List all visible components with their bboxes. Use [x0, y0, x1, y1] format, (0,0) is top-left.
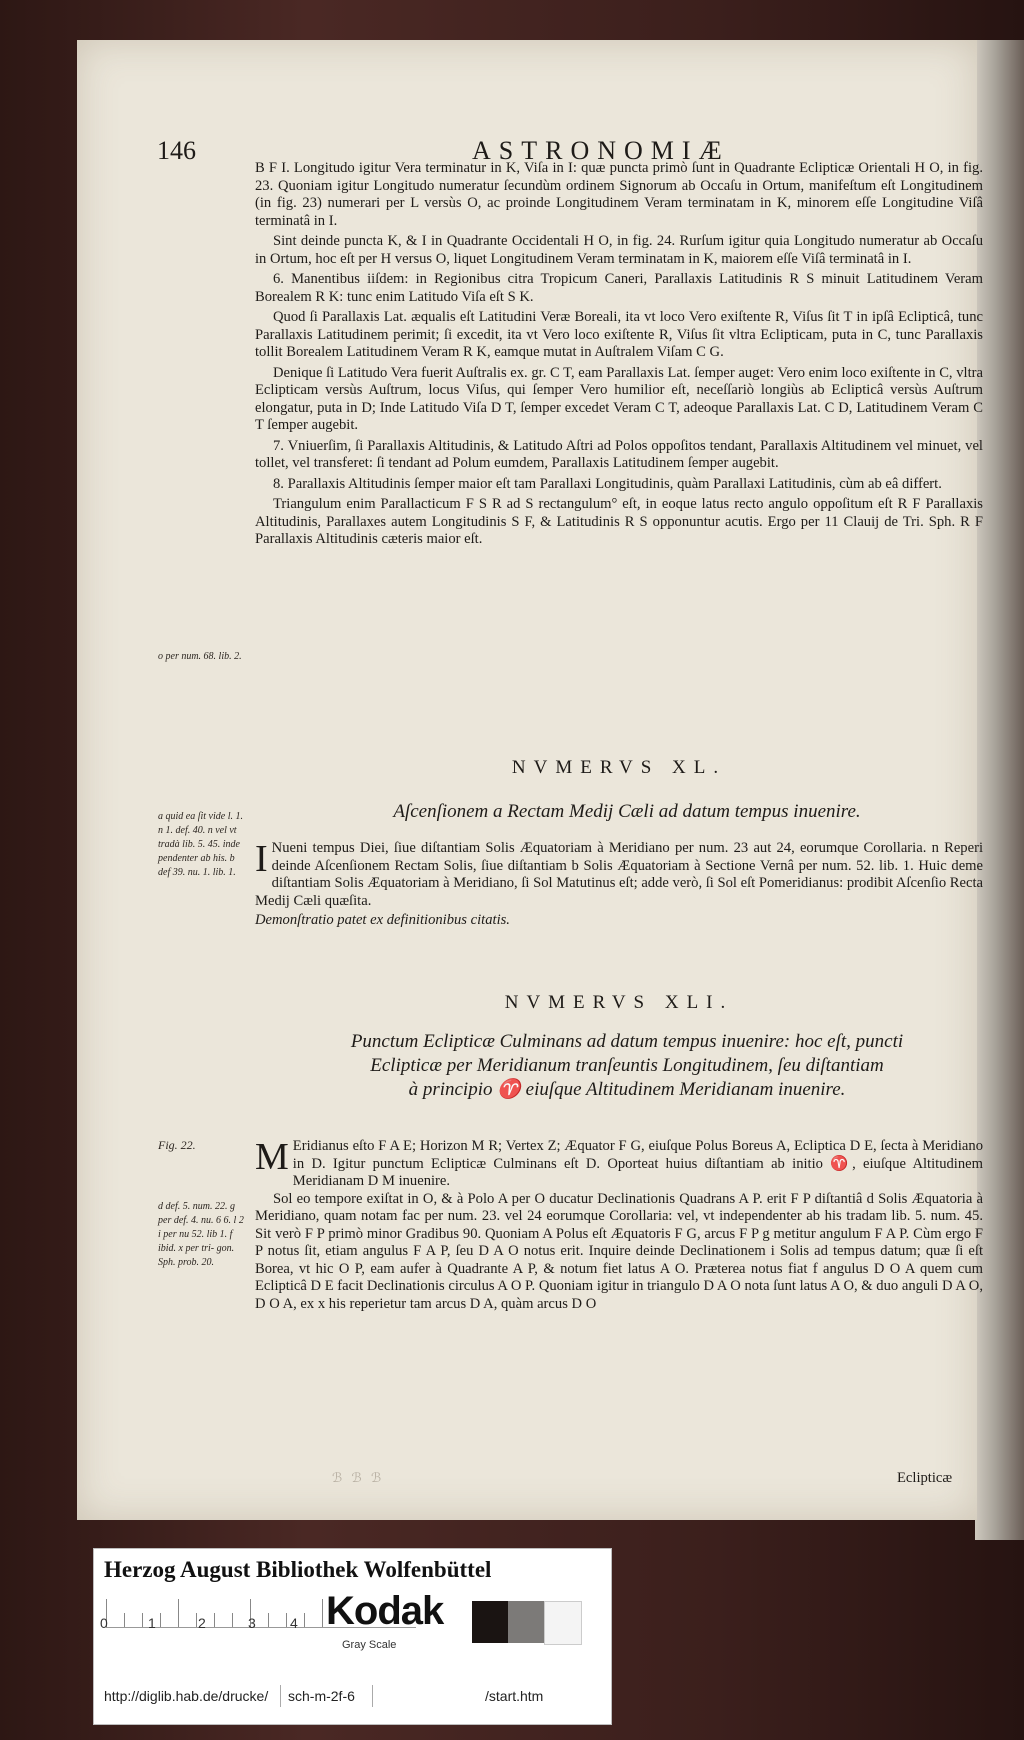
gray-patch-black	[472, 1601, 508, 1643]
kodak-logo: Kodak	[326, 1589, 444, 1633]
scale-number: 0	[100, 1615, 108, 1631]
ruler-tick	[268, 1613, 269, 1627]
ruler-tick	[160, 1613, 161, 1627]
ruler-tick	[232, 1613, 233, 1627]
signature-mark: ℬ ℬ ℬ	[332, 1470, 385, 1485]
start-link[interactable]: /start.htm	[485, 1688, 544, 1704]
book-page	[77, 40, 984, 1520]
ruler-tick	[196, 1613, 197, 1627]
gray-scale-label: Gray Scale	[342, 1639, 397, 1651]
margin-note-o: o per num. 68. lib. 2.	[158, 651, 242, 662]
ruler-tick	[142, 1613, 143, 1627]
ruler-tick	[214, 1613, 215, 1627]
ruler-tick	[286, 1613, 287, 1627]
ruler-tick	[178, 1599, 179, 1627]
ruler-tick	[322, 1599, 323, 1627]
paragraph: Sint deinde puncta K, & I in Quadrante Occidentali H O, in fig. 24. Rurſum igitur quia Longitudo numeratur ab Occaſu in Ortum, hoc eſt per H versus O, liquet Longitudinem Veram terminatam in K, maiorem eſſe Viſâ terminatâ in I.	[255, 233, 983, 267]
gray-patch-light	[544, 1601, 582, 1645]
shelfmark: sch-m-2f-6	[288, 1688, 355, 1704]
paragraph: Eridianus eſto F A E; Horizon M R; Vertex Z; Æquator F G, eiuſque Polus Boreus A, Ecliptica D E, ſecta à Meridiano in D. Igitur punctum Eclipticæ Culminans eſt D. Oporteat huius diſtantiam ab initio ♈, eiuſque Altitudinem Meridianam D M inuenire.	[292, 1138, 983, 1189]
paragraph: 6. Manentibus iiſdem: in Regionibus citra Tropicum Caneri, Parallaxis Latitudinis R S minuit Latitudinem Veram Borealem R K: tunc enim Latitudo Viſa eſt S K.	[255, 271, 983, 305]
proposition-40: Aſcenſionem a Rectam Medij Cæli ad datum tempus inuenire.	[393, 801, 861, 822]
gray-patch-dark	[508, 1601, 544, 1643]
running-title: ASTRONOMIÆ	[472, 136, 730, 165]
proposition-41	[287, 1030, 967, 1102]
dropcap-m: M	[255, 1136, 289, 1178]
divider	[280, 1685, 281, 1707]
text-block-40	[255, 840, 983, 930]
paragraph: 8. Parallaxis Altitudinis ſemper maior eſt tam Parallaxi Longitudinis, quàm Parallaxi Latitudinis, cùm ab eâ differt.	[273, 475, 942, 492]
scale-number: 1	[148, 1615, 156, 1631]
catchword: Eclipticæ	[897, 1470, 953, 1486]
url-link[interactable]: http://diglib.hab.de/drucke/	[104, 1688, 269, 1704]
proposition-line: à principio ♈ eiuſque Altitudinem Meridianam inuenire.	[408, 1079, 846, 1100]
proposition-line: Eclipticæ per Meridianum tranſeuntis Longitudinem, ſeu diſtantiam	[370, 1055, 884, 1076]
margin-note-a: a quid ea ſit vide l. 1. n 1. def. 40. n vel vt tradà lib. 5. 45. inde pendenter ab his. b def 39. nu. 1. lib. 1.	[158, 811, 243, 878]
color-target-card	[93, 1548, 612, 1725]
scale-number: 2	[198, 1615, 206, 1631]
text-block-41	[255, 1138, 983, 1316]
demonstratio: Demonſtratio patet ex definitionibus citatis.	[255, 912, 510, 928]
scale-number: 4	[290, 1615, 298, 1631]
section-heading-41: NVMERVS XLI.	[504, 992, 734, 1013]
page-number: 146	[157, 136, 196, 165]
paragraph: 7. Vniuerſim, ſi Parallaxis Altitudinis, & Latitudo Aſtri ad Polos oppoſitos tendant, Parallaxis Altitudinem vel minuet, vel tollet, vel transferet: ſi tendant ad Polum eumdem, Parallaxis Latitudinem ſemper augebit.	[255, 437, 983, 471]
proposition-line: Punctum Eclipticæ Culminans ad datum tempus inuenire: hoc eſt, puncti	[350, 1031, 904, 1052]
paragraph: Sol eo tempore exiſtat in O, & à Polo A per O ducatur Declinationis Quadrans A P. erit F P diſtantiâ d Solis Æquatoria à Meridiano, quam notam fac per num. 23. vel 24 eorumque Corollaria: vel, vt independenter ab his tradam lib. 5. num. 45. Sit verò F P primò minor Gradibus 90. Quoniam A Polus eſt Æquatoris F G, arcus F P g metitur angulum F A P. Cùm ergo F P notus ſit, etiam angulus F A P, ſeu D A O notus erit. Inquire deinde Declinationem i Solis ad tempus datum; quæ ſi eſt Borea, vt hic O P, eam aufer à Quadrante A P, & notum fiet latus A O. Præterea notus fiat f angulus D O A quem cum Eclipticâ D E facit Declinationis circulus A O P. Quoniam igitur in triangulo D A O nota ſunt latus A O, & duo anguli D A O, D O A, ex x his reperietur tam arcus D A, quàm arcus D O	[255, 1190, 983, 1312]
section-heading-40: NVMERVS XL.	[511, 757, 727, 778]
ruler-tick	[124, 1613, 125, 1627]
dropcap-i: I	[255, 838, 268, 880]
text-block-top	[255, 160, 983, 552]
scale-number: 3	[248, 1615, 256, 1631]
paragraph: Denique ſi Latitudo Vera fuerit Auſtralis ex. gr. C T, eam Parallaxis Lat. ſemper auget: Vero enim loco exiſtente in C, vltra Eclipticam versùs Auſtrum, locus Viſus, qui ſemper Vero humilior eſt, neceſſariò longiùs ab Eclipticâ versùs Auſtrum elongatur, puta in D; Inde Latitudo Viſa D T, ſemper excedet Veram C T, adeoque Parallaxis Lat. C D, Latitudinem Veram C T ſemper augebit.	[255, 364, 983, 433]
paragraph: B F I. Longitudo igitur Vera terminatur in K, Viſa in I: quæ puncta primò ſunt in Quadrante Eclipticæ Orientali H O, in fig. 23. Quoniam igitur Longitudo numeratur ſecundùm ordinem Signorum ab Occaſu in Ortum, manifeſtum eſt Longitudinem (in fig. 23) numerari per L versùs O, ac proinde Longitudinem Veram terminatam in K, minorem eſſe Longitudine Viſâ terminatâ in I.	[255, 160, 983, 229]
divider	[372, 1685, 373, 1707]
paragraph: Nueni tempus Diei, ſiue diſtantiam Solis Æquatoriam à Meridiano per num. 23 aut 24, eorumque Corollaria. n Reperi deinde Aſcenſionem Rectam Solis, ſiue diſtantiam b Solis Æquatoriam à Sectione Vernâ per num. 52. lib. 1. Huic deme diſtantiam Solis Æquatoriam à Meridiano, ſi Sol Matutinus eſt; adde verò, ſi Sol eſt Pomeridianus: prodibit Aſcenſio Recta Medij Cæli quæſita.	[255, 840, 984, 909]
paragraph: Quod ſi Parallaxis Lat. æqualis eſt Latitudini Veræ Boreali, ita vt loco Vero exiſtente R, Viſus ſit T in ipſâ Eclipticâ, tunc Parallaxis Latitudinem perimit; ſi excedit, ita vt Vero loco exiſtente R, Viſus ſit vltra Eclipticam, puta in C, tunc Parallaxis tollit Borealem Latitudinem Veram R K, eamque mutat in Auſtralem Viſam C G.	[255, 309, 983, 360]
ruler-tick	[304, 1613, 305, 1627]
url-bar	[100, 1679, 603, 1713]
margin-note-d: d def. 5. num. 22. g per def. 4. nu. 6 6. l 2 i per nu 52. lib 1. f ibid. x per tri- gon. Sph. prob. 20.	[158, 1201, 244, 1268]
margin-note-fig: Fig. 22.	[158, 1138, 196, 1152]
paragraph: Triangulum enim Parallacticum F S R ad S rectangulum° eſt, in eoque latus recto angulo oppoſitum eſt R F Parallaxis Altitudinis, Parallaxes autem Longitudinis S F, & Latitudinis R S opponuntur acutis. Ergo per 11 Clauij de Tri. Sph. R F Parallaxis Altitudinis cæteris maior eſt.	[255, 496, 983, 547]
library-title: Herzog August Bibliothek Wolfenbüttel	[104, 1557, 492, 1582]
